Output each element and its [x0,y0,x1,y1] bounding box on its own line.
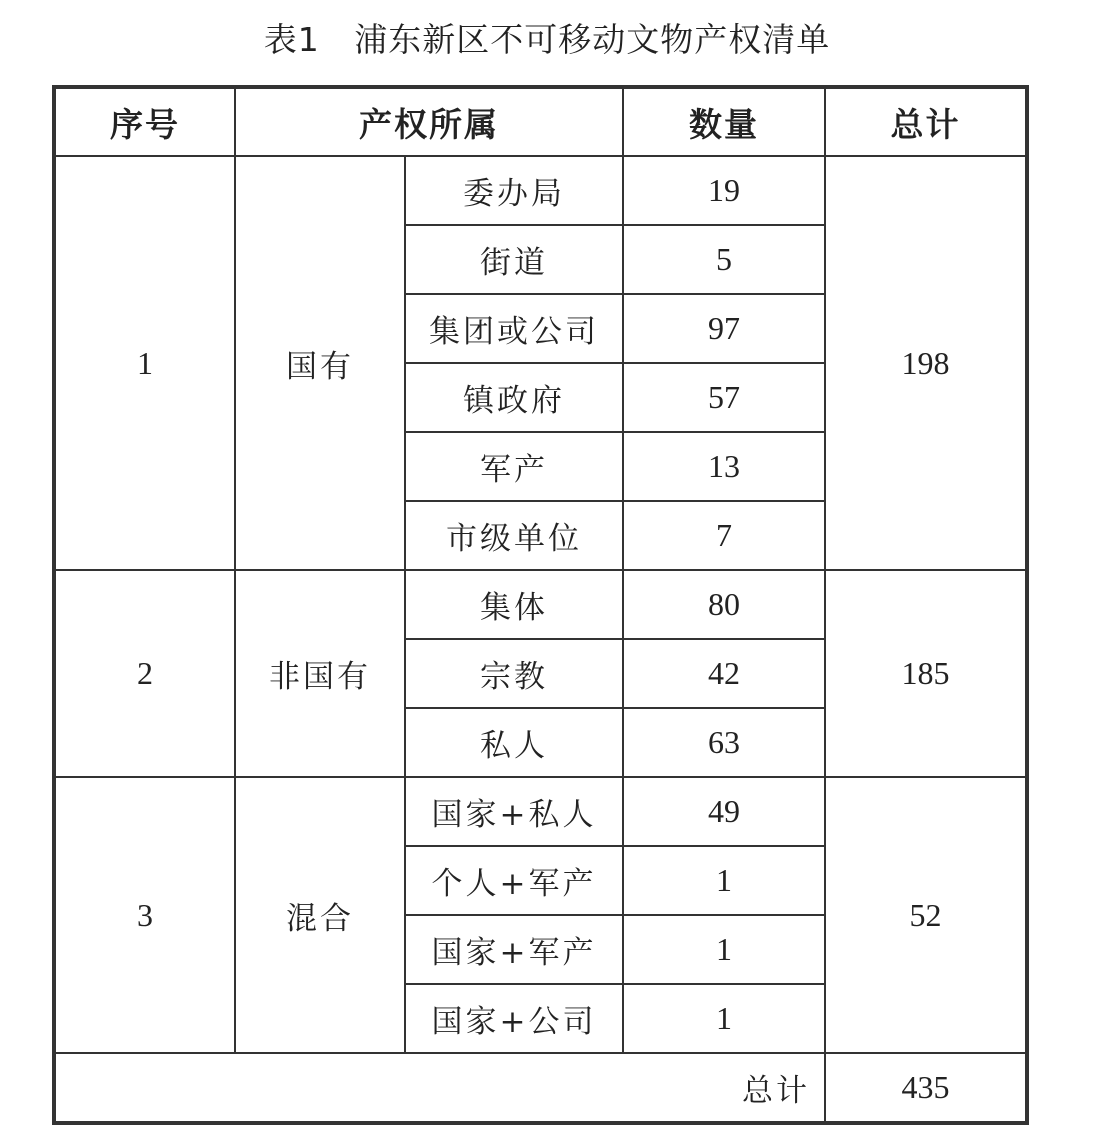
item-count-cell: 19 [623,156,825,225]
item-name-cell: 国家+公司 [405,984,623,1053]
item-name-cell: 私人 [405,708,623,777]
total-row [54,1053,1027,1123]
item-count-cell: 1 [623,915,825,984]
item-name-cell: 镇政府 [405,363,623,432]
group-subtotal-cell: 52 [825,777,1027,1053]
header-count: 数量 [623,87,825,156]
item-count-cell: 13 [623,432,825,501]
header-subtotal: 总计 [825,87,1027,156]
item-count-cell: 63 [623,708,825,777]
item-count-cell: 80 [623,570,825,639]
item-name-cell: 军产 [405,432,623,501]
table-row [54,777,1027,846]
table-row [54,570,1027,639]
item-name-cell: 集体 [405,570,623,639]
item-count-cell: 49 [623,777,825,846]
item-name-cell: 委办局 [405,156,623,225]
table-header-row [54,87,1027,156]
item-name-cell: 街道 [405,225,623,294]
item-count-cell: 1 [623,846,825,915]
group-category-cell: 国有 [235,156,405,570]
item-count-cell: 42 [623,639,825,708]
table-caption: 表1 浦东新区不可移动文物产权清单 [263,20,831,59]
ownership-table [52,85,1029,1125]
item-count-cell: 5 [623,225,825,294]
group-subtotal-cell: 198 [825,156,1027,570]
item-count-cell: 97 [623,294,825,363]
group-index-cell: 1 [54,156,235,570]
header-index: 序号 [54,87,235,156]
item-count-cell: 57 [623,363,825,432]
item-name-cell: 国家+私人 [405,777,623,846]
item-name-cell: 集团或公司 [405,294,623,363]
item-name-cell: 宗教 [405,639,623,708]
item-count-cell: 7 [623,501,825,570]
header-ownership: 产权所属 [235,87,623,156]
group-subtotal-cell: 185 [825,570,1027,777]
total-value: 435 [825,1053,1027,1123]
item-name-cell: 市级单位 [405,501,623,570]
item-name-cell: 个人+军产 [405,846,623,915]
item-count-cell: 1 [623,984,825,1053]
group-index-cell: 3 [54,777,235,1053]
total-label: 总计 [54,1053,825,1123]
item-name-cell: 国家+军产 [405,915,623,984]
table-row [54,156,1027,225]
group-index-cell: 2 [54,570,235,777]
group-category-cell: 非国有 [235,570,405,777]
group-category-cell: 混合 [235,777,405,1053]
